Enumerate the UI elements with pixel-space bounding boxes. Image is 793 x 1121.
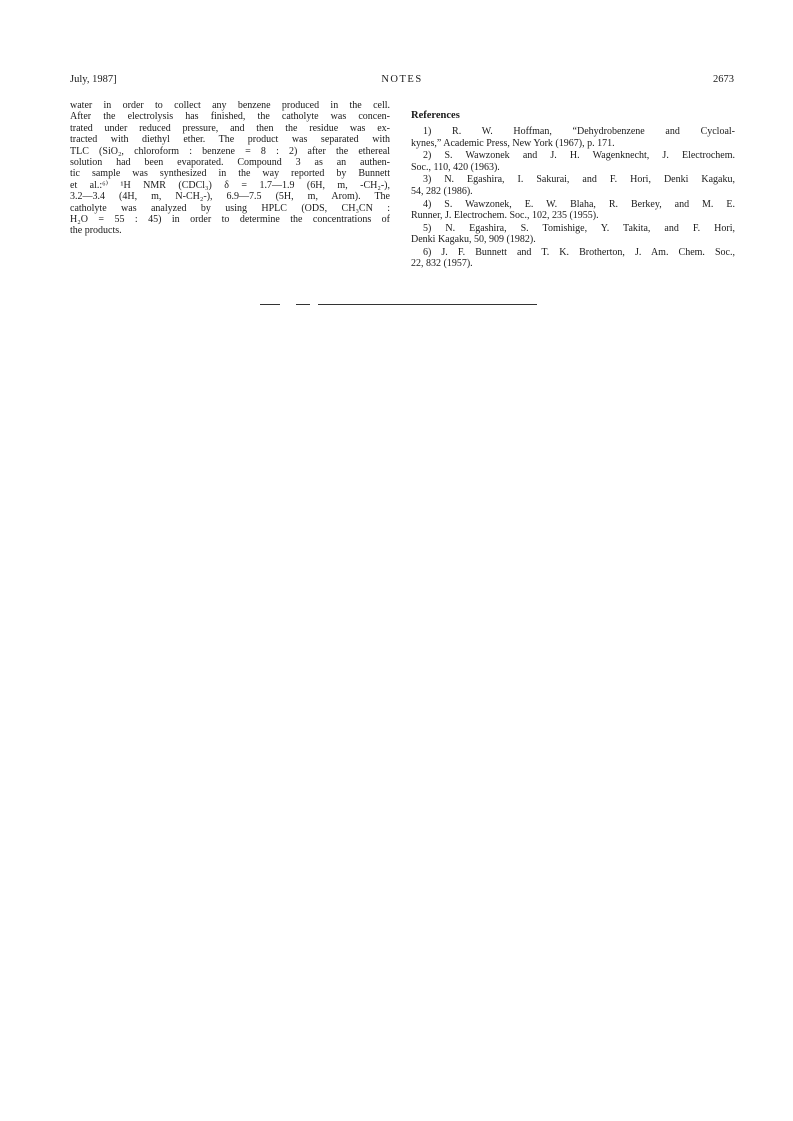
reference-line: 2) S. Wawzonek and J. H. Wagenknecht, J. Electrochem. (423, 150, 735, 162)
body-line: After the electrolysis has finished, the catholyte was concen- (70, 111, 390, 123)
references-heading: References (411, 110, 460, 121)
reference-line: Denki Kagaku, 50, 909 (1982). (411, 233, 536, 245)
body-line: trated under reduced pressure, and then the residue was ex- (70, 122, 390, 134)
body-line: catholyte was analyzed by using HPLC (ODS, CH₃CN : (70, 202, 390, 214)
reference-item (411, 174, 735, 197)
reference-line: 1) R. W. Hoffman, “Dehydrobenzene and Cycloal- (423, 126, 735, 138)
reference-line: 6) J. F. Bunnett and T. K. Brotherton, J. Am. Chem. Soc., (423, 246, 735, 258)
page-number: 2673 (713, 74, 734, 85)
body-line: solution had been evaporated. Compound 3 as an authen- (70, 157, 390, 169)
header-date: July, 1987] (70, 74, 117, 85)
reference-line: kynes,” Academic Press, New York (1967), p. 171. (411, 137, 615, 149)
reference-item (411, 126, 735, 149)
body-line: the products. (70, 225, 122, 237)
reference-line: 5) N. Egashira, S. Tomishige, Y. Takita, and F. Hori, (423, 222, 735, 234)
reference-line: Runner, J. Electrochem. Soc., 102, 235 (1955). (411, 209, 599, 221)
reference-line: Soc., 110, 420 (1963). (411, 161, 500, 173)
reference-line: 54, 282 (1986). (411, 185, 473, 197)
reference-line: 22, 832 (1957). (411, 258, 473, 270)
reference-item (411, 199, 735, 222)
reference-line: 4) S. Wawzonek, E. W. Blaha, R. Berkey, and M. E. (423, 198, 735, 210)
running-header (70, 73, 734, 87)
reference-item (411, 247, 735, 270)
left-column-body-text (70, 100, 390, 237)
body-line: TLC (SiO₂, chloroform : benzene = 8 : 2) after the ethereal (70, 145, 390, 157)
reference-item (411, 223, 735, 246)
reference-line: 3) N. Egashira, I. Sakurai, and F. Hori, Denki Kagaku, (423, 174, 735, 186)
section-end-rule (296, 304, 310, 305)
references-section (411, 100, 735, 271)
body-line: 3.2—3.4 (4H, m, N-CH₂-), 6.9—7.5 (5H, m, Arom). The (70, 191, 390, 203)
section-end-rule (260, 304, 280, 305)
body-line: water in order to collect any benzene produced in the cell. (70, 100, 390, 111)
header-section-title: NOTES (381, 74, 423, 85)
body-line: H₂O = 55 : 45) in order to determine the concentrations of (70, 214, 390, 226)
reference-item (411, 150, 735, 173)
section-end-rule (318, 304, 537, 305)
body-line: tracted with diethyl ether. The product was separated with (70, 134, 390, 146)
body-line: et al.:⁶⁾ ¹H NMR (CDCl₃) δ = 1.7—1.9 (6H, m, -CH₂-), (70, 179, 390, 191)
body-line: tic sample was synthesized in the way reported by Bunnett (70, 168, 390, 180)
